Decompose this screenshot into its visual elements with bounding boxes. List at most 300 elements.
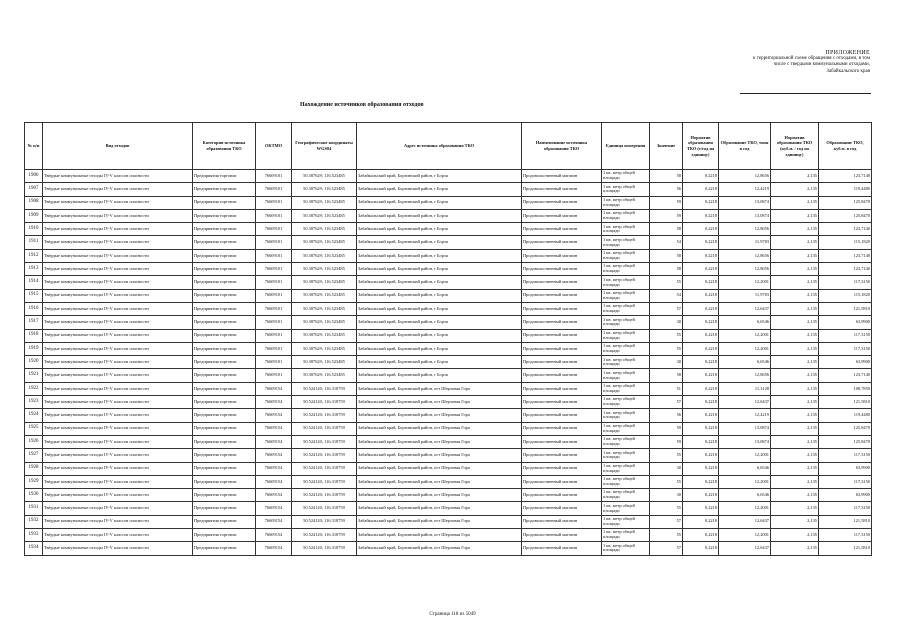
oktmo-cell: 76609101: [256, 249, 292, 262]
unit-cell: 1 кв. метр общей площади: [602, 422, 650, 435]
header-waste-type: Вид отходов: [43, 123, 193, 170]
coordinates-cell: 50.524120; 116.318759: [292, 409, 357, 422]
table-row: [25, 422, 872, 435]
unit-cell: 1 кв. метр общей площади: [602, 462, 650, 475]
norm-tons-cell: 0,2218: [683, 316, 719, 329]
address-cell: Забайкальский край, Борзинский район, пгт Шерловая Гора: [357, 462, 522, 475]
value-cell: 55: [650, 529, 683, 542]
oktmo-cell: 76609154: [256, 542, 292, 555]
norm-tons-cell: 0,2218: [683, 276, 719, 289]
row-number: 1926: [25, 435, 43, 448]
norm-cubic-cell: 2,135: [771, 263, 819, 276]
table-row: [25, 249, 872, 262]
table-row: [25, 329, 872, 342]
source-category-cell: Предприятия торговли: [193, 316, 256, 329]
address-cell: Забайкальский край, Борзинский район, пгт Шерловая Гора: [357, 502, 522, 515]
source-name-cell: Продовольственный магазин: [522, 263, 602, 276]
cubic-per-year-cell: 117,3150: [819, 529, 872, 542]
row-number: 1913: [25, 263, 43, 276]
coordinates-cell: 50.387629; 116.523485: [292, 236, 357, 249]
table-row: [25, 289, 872, 302]
address-cell: Забайкальский край, Борзинский район, г Борзя: [357, 249, 522, 262]
tons-per-year-cell: 12,6437: [719, 302, 771, 315]
cubic-per-year-cell: 121,5810: [819, 302, 872, 315]
header-value: Значение: [650, 123, 683, 170]
source-category-cell: Предприятия торговли: [193, 209, 256, 222]
table-row: [25, 356, 872, 369]
waste-type-cell: Твёрдые коммунальные отходы IV-V классов опасности: [43, 276, 193, 289]
address-cell: Забайкальский край, Борзинский район, пгт Шерловая Гора: [357, 382, 522, 395]
source-name-cell: Продовольственный магазин: [522, 515, 602, 528]
coordinates-cell: 50.387629; 116.523485: [292, 183, 357, 196]
cubic-per-year-cell: 117,3150: [819, 475, 872, 488]
source-name-cell: Продовольственный магазин: [522, 449, 602, 462]
table-row: [25, 302, 872, 315]
coordinates-cell: 50.387629; 116.523485: [292, 342, 357, 355]
unit-cell: 1 кв. метр общей площади: [602, 409, 650, 422]
value-cell: 57: [650, 515, 683, 528]
header-coordinates: Географические координаты WGS84: [292, 123, 357, 170]
address-cell: Забайкальский край, Борзинский район, г Борзя: [357, 342, 522, 355]
value-cell: 55: [650, 329, 683, 342]
waste-type-cell: Твёрдые коммунальные отходы IV-V классов опасности: [43, 209, 193, 222]
table-row: [25, 475, 872, 488]
row-number: 1930: [25, 489, 43, 502]
table-row: [25, 342, 872, 355]
coordinates-cell: 50.387629; 116.523485: [292, 170, 357, 183]
table-row: [25, 382, 872, 395]
source-category-cell: Предприятия торговли: [193, 489, 256, 502]
source-category-cell: Предприятия торговли: [193, 196, 256, 209]
unit-cell: 1 кв. метр общей площади: [602, 289, 650, 302]
waste-type-cell: Твёрдые коммунальные отходы IV-V классов опасности: [43, 316, 193, 329]
address-cell: Забайкальский край, Борзинский район, г Борзя: [357, 196, 522, 209]
header-tons-per-year: Образование ТКО, тонн в год: [719, 123, 771, 170]
address-cell: Забайкальский край, Борзинский район, г Борзя: [357, 329, 522, 342]
tons-per-year-cell: 6,6546: [719, 462, 771, 475]
row-number: 1915: [25, 289, 43, 302]
cubic-per-year-cell: 119,4480: [819, 409, 872, 422]
norm-tons-cell: 0,2218: [683, 289, 719, 302]
norm-tons-cell: 0,2218: [683, 329, 719, 342]
waste-type-cell: Твёрдые коммунальные отходы IV-V классов опасности: [43, 435, 193, 448]
oktmo-cell: 76609101: [256, 170, 292, 183]
norm-tons-cell: 0,2218: [683, 369, 719, 382]
unit-cell: 1 кв. метр общей площади: [602, 276, 650, 289]
tons-per-year-cell: 12,2001: [719, 529, 771, 542]
value-cell: 55: [650, 475, 683, 488]
table-row: [25, 529, 872, 542]
source-category-cell: Предприятия торговли: [193, 289, 256, 302]
value-cell: 54: [650, 289, 683, 302]
coordinates-cell: 50.387629; 116.523485: [292, 369, 357, 382]
source-category-cell: Предприятия торговли: [193, 263, 256, 276]
table-row: [25, 409, 872, 422]
waste-type-cell: Твёрдые коммунальные отходы IV-V классов опасности: [43, 515, 193, 528]
source-name-cell: Продовольственный магазин: [522, 542, 602, 555]
source-category-cell: Предприятия торговли: [193, 356, 256, 369]
coordinates-cell: 50.524120; 116.318759: [292, 382, 357, 395]
value-cell: 57: [650, 396, 683, 409]
unit-cell: 1 кв. метр общей площади: [602, 502, 650, 515]
norm-tons-cell: 0,2218: [683, 422, 719, 435]
row-number: 1923: [25, 396, 43, 409]
unit-cell: 1 кв. метр общей площади: [602, 170, 650, 183]
cubic-per-year-cell: 63,9900: [819, 489, 872, 502]
table-row: [25, 236, 872, 249]
coordinates-cell: 50.387629; 116.523485: [292, 196, 357, 209]
waste-type-cell: Твёрдые коммунальные отходы IV-V классов опасности: [43, 475, 193, 488]
norm-cubic-cell: 2,135: [771, 236, 819, 249]
address-cell: Забайкальский край, Борзинский район, пгт Шерловая Гора: [357, 475, 522, 488]
norm-tons-cell: 0,2218: [683, 236, 719, 249]
address-cell: Забайкальский край, Борзинский район, г Борзя: [357, 209, 522, 222]
source-category-cell: Предприятия торговли: [193, 449, 256, 462]
unit-cell: 1 кв. метр общей площади: [602, 223, 650, 236]
waste-sources-table: [24, 122, 872, 556]
row-number: 1919: [25, 342, 43, 355]
address-cell: Забайкальский край, Борзинский район, пгт Шерловая Гора: [357, 515, 522, 528]
source-name-cell: Продовольственный магазин: [522, 529, 602, 542]
address-cell: Забайкальский край, Борзинский район, г Борзя: [357, 263, 522, 276]
tons-per-year-cell: 13,0874: [719, 422, 771, 435]
tons-per-year-cell: 12,2001: [719, 475, 771, 488]
tons-per-year-cell: 6,6546: [719, 356, 771, 369]
address-cell: Забайкальский край, Борзинский район, пгт Шерловая Гора: [357, 396, 522, 409]
value-cell: 59: [650, 209, 683, 222]
oktmo-cell: 76609154: [256, 515, 292, 528]
norm-tons-cell: 0,2218: [683, 342, 719, 355]
waste-type-cell: Твёрдые коммунальные отходы IV-V классов опасности: [43, 302, 193, 315]
coordinates-cell: 50.524120; 116.318759: [292, 462, 357, 475]
row-number: 1911: [25, 236, 43, 249]
source-name-cell: Продовольственный магазин: [522, 489, 602, 502]
coordinates-cell: 50.387629; 116.523485: [292, 249, 357, 262]
waste-type-cell: Твёрдые коммунальные отходы IV-V классов опасности: [43, 382, 193, 395]
source-category-cell: Предприятия торговли: [193, 515, 256, 528]
cubic-per-year-cell: 115,1820: [819, 289, 872, 302]
table-row: [25, 449, 872, 462]
oktmo-cell: 76609101: [256, 276, 292, 289]
unit-cell: 1 кв. метр общей площади: [602, 329, 650, 342]
oktmo-cell: 76609101: [256, 316, 292, 329]
value-cell: 58: [650, 249, 683, 262]
source-category-cell: Предприятия торговли: [193, 422, 256, 435]
oktmo-cell: 76609101: [256, 236, 292, 249]
oktmo-cell: 76609101: [256, 329, 292, 342]
row-number: 1928: [25, 462, 43, 475]
row-number: 1914: [25, 276, 43, 289]
norm-cubic-cell: 2,135: [771, 302, 819, 315]
unit-cell: 1 кв. метр общей площади: [602, 515, 650, 528]
cubic-per-year-cell: 63,9900: [819, 356, 872, 369]
table-row: [25, 542, 872, 555]
tons-per-year-cell: 12,8656: [719, 170, 771, 183]
norm-cubic-cell: 2,135: [771, 369, 819, 382]
tons-per-year-cell: 11,3128: [719, 382, 771, 395]
coordinates-cell: 50.524120; 116.318759: [292, 435, 357, 448]
unit-cell: 1 кв. метр общей площади: [602, 209, 650, 222]
cubic-per-year-cell: 123,7140: [819, 263, 872, 276]
tons-per-year-cell: 12,2001: [719, 502, 771, 515]
waste-type-cell: Твёрдые коммунальные отходы IV-V классов опасности: [43, 542, 193, 555]
value-cell: 30: [650, 356, 683, 369]
norm-tons-cell: 0,2218: [683, 409, 719, 422]
norm-cubic-cell: 2,135: [771, 475, 819, 488]
tons-per-year-cell: 12,6437: [719, 396, 771, 409]
address-cell: Забайкальский край, Борзинский район, пгт Шерловая Гора: [357, 449, 522, 462]
norm-tons-cell: 0,2218: [683, 209, 719, 222]
unit-cell: 1 кв. метр общей площади: [602, 542, 650, 555]
unit-cell: 1 кв. метр общей площади: [602, 196, 650, 209]
coordinates-cell: 50.524120; 116.318759: [292, 422, 357, 435]
norm-cubic-cell: 2,135: [771, 289, 819, 302]
table-header-row: [25, 123, 872, 170]
source-name-cell: Продовольственный магазин: [522, 356, 602, 369]
tons-per-year-cell: 12,8656: [719, 223, 771, 236]
norm-tons-cell: 0,2218: [683, 462, 719, 475]
source-name-cell: Продовольственный магазин: [522, 369, 602, 382]
oktmo-cell: 76609101: [256, 263, 292, 276]
tons-per-year-cell: 12,6437: [719, 515, 771, 528]
source-name-cell: Продовольственный магазин: [522, 342, 602, 355]
row-number: 1921: [25, 369, 43, 382]
address-cell: Забайкальский край, Борзинский район, г Борзя: [357, 316, 522, 329]
source-name-cell: Продовольственный магазин: [522, 475, 602, 488]
norm-cubic-cell: 2,135: [771, 170, 819, 183]
row-number: 1917: [25, 316, 43, 329]
header-norm-cubic: Норматив образования ТКО (куб.м. / год на единицу): [771, 123, 819, 170]
table-row: [25, 502, 872, 515]
cubic-per-year-cell: 117,3150: [819, 502, 872, 515]
row-number: 1934: [25, 542, 43, 555]
waste-type-cell: Твёрдые коммунальные отходы IV-V классов опасности: [43, 263, 193, 276]
norm-cubic-cell: 2,135: [771, 449, 819, 462]
norm-cubic-cell: 2,135: [771, 342, 819, 355]
norm-tons-cell: 0,2218: [683, 302, 719, 315]
cubic-per-year-cell: 121,5810: [819, 515, 872, 528]
unit-cell: 1 кв. метр общей площади: [602, 236, 650, 249]
source-category-cell: Предприятия торговли: [193, 329, 256, 342]
norm-cubic-cell: 2,135: [771, 183, 819, 196]
document-title: Нахождение источников образования отходов: [300, 102, 424, 108]
value-cell: 57: [650, 542, 683, 555]
oktmo-cell: 76609154: [256, 502, 292, 515]
oktmo-cell: 76609101: [256, 356, 292, 369]
unit-cell: 1 кв. метр общей площади: [602, 342, 650, 355]
address-cell: Забайкальский край, Борзинский район, г Борзя: [357, 289, 522, 302]
norm-cubic-cell: 2,135: [771, 249, 819, 262]
oktmo-cell: 76609154: [256, 529, 292, 542]
table-row: [25, 183, 872, 196]
address-cell: Забайкальский край, Борзинский район, пгт Шерловая Гора: [357, 489, 522, 502]
header-unit: Единица измерения: [602, 123, 650, 170]
tons-per-year-cell: 11,9783: [719, 236, 771, 249]
value-cell: 51: [650, 382, 683, 395]
norm-cubic-cell: 2,135: [771, 435, 819, 448]
norm-tons-cell: 0,2218: [683, 475, 719, 488]
coordinates-cell: 50.524120; 116.318759: [292, 542, 357, 555]
table-row: [25, 209, 872, 222]
oktmo-cell: 76609154: [256, 462, 292, 475]
coordinates-cell: 50.387629; 116.523485: [292, 329, 357, 342]
header-norm-tons: Норматив образования ТКО (т/год на единицу): [683, 123, 719, 170]
oktmo-cell: 76609101: [256, 223, 292, 236]
cubic-per-year-cell: 121,5810: [819, 542, 872, 555]
unit-cell: 1 кв. метр общей площади: [602, 529, 650, 542]
row-number: 1927: [25, 449, 43, 462]
tons-per-year-cell: 12,2001: [719, 329, 771, 342]
table-row: [25, 515, 872, 528]
tons-per-year-cell: 6,6546: [719, 489, 771, 502]
norm-cubic-cell: 2,135: [771, 316, 819, 329]
header-source-category: Категория источника образования ТКО: [193, 123, 256, 170]
source-category-cell: Предприятия торговли: [193, 249, 256, 262]
source-category-cell: Предприятия торговли: [193, 236, 256, 249]
header-oktmo: ОКТМО: [256, 123, 292, 170]
value-cell: 55: [650, 342, 683, 355]
source-name-cell: Продовольственный магазин: [522, 196, 602, 209]
norm-cubic-cell: 2,135: [771, 276, 819, 289]
oktmo-cell: 76609154: [256, 435, 292, 448]
coordinates-cell: 50.387629; 116.523485: [292, 289, 357, 302]
norm-tons-cell: 0,2218: [683, 489, 719, 502]
table-row: [25, 369, 872, 382]
cubic-per-year-cell: 117,3150: [819, 342, 872, 355]
coordinates-cell: 50.524120; 116.318759: [292, 489, 357, 502]
norm-cubic-cell: 2,135: [771, 489, 819, 502]
cubic-per-year-cell: 119,4480: [819, 183, 872, 196]
waste-type-cell: Твёрдые коммунальные отходы IV-V классов опасности: [43, 422, 193, 435]
cubic-per-year-cell: 117,3150: [819, 276, 872, 289]
unit-cell: 1 кв. метр общей площади: [602, 183, 650, 196]
source-category-cell: Предприятия торговли: [193, 396, 256, 409]
source-name-cell: Продовольственный магазин: [522, 302, 602, 315]
norm-cubic-cell: 2,135: [771, 356, 819, 369]
table-row: [25, 263, 872, 276]
header-source-name: Наименование источника образования ТКО: [522, 123, 602, 170]
norm-cubic-cell: 2,135: [771, 529, 819, 542]
cubic-per-year-cell: 125,8470: [819, 209, 872, 222]
waste-type-cell: Твёрдые коммунальные отходы IV-V классов опасности: [43, 329, 193, 342]
norm-cubic-cell: 2,135: [771, 196, 819, 209]
unit-cell: 1 кв. метр общей площади: [602, 489, 650, 502]
coordinates-cell: 50.387629; 116.523485: [292, 276, 357, 289]
norm-tons-cell: 0,2218: [683, 529, 719, 542]
source-category-cell: Предприятия торговли: [193, 435, 256, 448]
norm-tons-cell: 0,2218: [683, 170, 719, 183]
appendix-line-2: числе с твердыми коммунальными отходами,: [773, 62, 870, 68]
source-name-cell: Продовольственный магазин: [522, 422, 602, 435]
source-category-cell: Предприятия торговли: [193, 529, 256, 542]
waste-type-cell: Твёрдые коммунальные отходы IV-V классов опасности: [43, 462, 193, 475]
coordinates-cell: 50.387629; 116.523485: [292, 316, 357, 329]
row-number: 1906: [25, 170, 43, 183]
norm-tons-cell: 0,2218: [683, 249, 719, 262]
address-cell: Забайкальский край, Борзинский район, г Борзя: [357, 356, 522, 369]
oktmo-cell: 76609101: [256, 196, 292, 209]
oktmo-cell: 76609101: [256, 342, 292, 355]
table-row: [25, 276, 872, 289]
tons-per-year-cell: 12,2001: [719, 276, 771, 289]
oktmo-cell: 76609154: [256, 382, 292, 395]
oktmo-cell: 76609154: [256, 489, 292, 502]
cubic-per-year-cell: 115,1820: [819, 236, 872, 249]
waste-type-cell: Твёрдые коммунальные отходы IV-V классов опасности: [43, 502, 193, 515]
oktmo-cell: 76609154: [256, 422, 292, 435]
unit-cell: 1 кв. метр общей площади: [602, 302, 650, 315]
oktmo-cell: 76609154: [256, 396, 292, 409]
table-row: [25, 316, 872, 329]
source-name-cell: Продовольственный магазин: [522, 329, 602, 342]
address-cell: Забайкальский край, Борзинский район, пгт Шерловая Гора: [357, 435, 522, 448]
norm-cubic-cell: 2,135: [771, 502, 819, 515]
source-category-cell: Предприятия торговли: [193, 276, 256, 289]
source-category-cell: Предприятия торговли: [193, 502, 256, 515]
address-cell: Забайкальский край, Борзинский район, г Борзя: [357, 170, 522, 183]
coordinates-cell: 50.387629; 116.523485: [292, 263, 357, 276]
cubic-per-year-cell: 125,8470: [819, 435, 872, 448]
oktmo-cell: 76609154: [256, 409, 292, 422]
row-number: 1918: [25, 329, 43, 342]
source-name-cell: Продовольственный магазин: [522, 396, 602, 409]
cubic-per-year-cell: 121,5810: [819, 396, 872, 409]
address-cell: Забайкальский край, Борзинский район, г Борзя: [357, 236, 522, 249]
source-name-cell: Продовольственный магазин: [522, 502, 602, 515]
norm-tons-cell: 0,2218: [683, 223, 719, 236]
source-category-cell: Предприятия торговли: [193, 542, 256, 555]
header-address: Адрес источника образования ТКО: [357, 123, 522, 170]
value-cell: 58: [650, 170, 683, 183]
waste-type-cell: Твёрдые коммунальные отходы IV-V классов опасности: [43, 369, 193, 382]
waste-type-cell: Твёрдые коммунальные отходы IV-V классов опасности: [43, 236, 193, 249]
address-cell: Забайкальский край, Борзинский район, г Борзя: [357, 369, 522, 382]
value-cell: 55: [650, 502, 683, 515]
cubic-per-year-cell: 125,8470: [819, 196, 872, 209]
norm-cubic-cell: 2,135: [771, 382, 819, 395]
norm-cubic-cell: 2,135: [771, 409, 819, 422]
norm-tons-cell: 0,2218: [683, 263, 719, 276]
unit-cell: 1 кв. метр общей площади: [602, 369, 650, 382]
norm-cubic-cell: 2,135: [771, 515, 819, 528]
waste-type-cell: Твёрдые коммунальные отходы IV-V классов опасности: [43, 249, 193, 262]
source-name-cell: Продовольственный магазин: [522, 462, 602, 475]
row-number: 1916: [25, 302, 43, 315]
norm-tons-cell: 0,2218: [683, 396, 719, 409]
norm-tons-cell: 0,2218: [683, 356, 719, 369]
address-cell: Забайкальский край, Борзинский район, пгт Шерловая Гора: [357, 422, 522, 435]
tons-per-year-cell: 12,4219: [719, 409, 771, 422]
oktmo-cell: 76609154: [256, 449, 292, 462]
unit-cell: 1 кв. метр общей площади: [602, 316, 650, 329]
row-number: 1909: [25, 209, 43, 222]
appendix-underline: [740, 93, 871, 94]
address-cell: Забайкальский край, Борзинский район, г Борзя: [357, 183, 522, 196]
row-number: 1929: [25, 475, 43, 488]
unit-cell: 1 кв. метр общей площади: [602, 382, 650, 395]
value-cell: 56: [650, 183, 683, 196]
source-name-cell: Продовольственный магазин: [522, 409, 602, 422]
source-name-cell: Продовольственный магазин: [522, 249, 602, 262]
tons-per-year-cell: 12,8656: [719, 249, 771, 262]
address-cell: Забайкальский край, Борзинский район, пгт Шерловая Гора: [357, 542, 522, 555]
value-cell: 59: [650, 196, 683, 209]
waste-type-cell: Твёрдые коммунальные отходы IV-V классов опасности: [43, 342, 193, 355]
coordinates-cell: 50.387629; 116.523485: [292, 209, 357, 222]
norm-tons-cell: 0,2218: [683, 196, 719, 209]
row-number: 1933: [25, 529, 43, 542]
value-cell: 56: [650, 409, 683, 422]
